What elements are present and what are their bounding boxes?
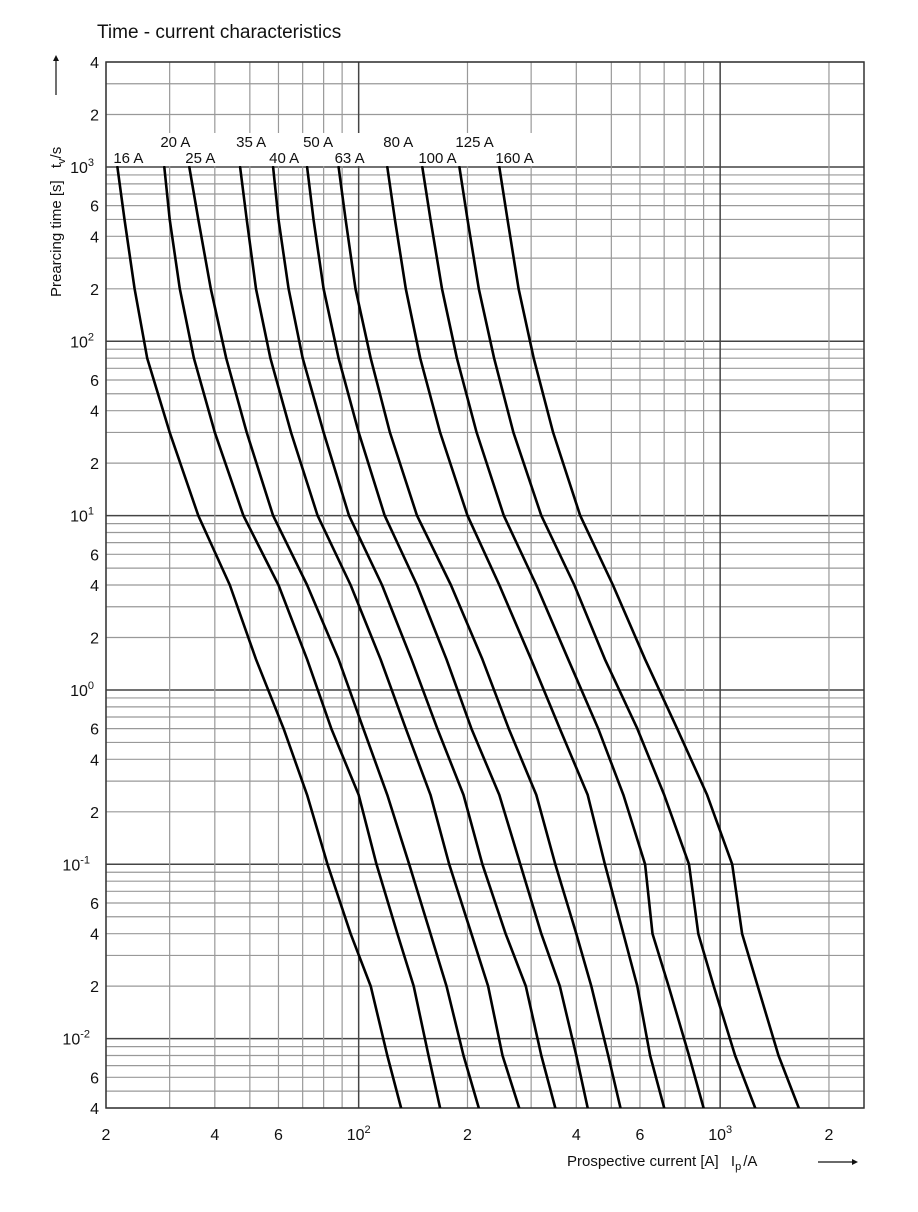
y-tick-exponent: 3 [87,156,94,169]
svg-text:Prospective current [A] [567,1153,757,1173]
y-tick-label: 4 [90,752,99,770]
x-axis-label [567,1153,858,1173]
x-tick-label: 2 [824,1127,834,1144]
fuse-rating-label: 20 A [160,134,191,151]
x-tick-label: 6 [635,1127,645,1144]
x-tick-label: 4 [571,1127,581,1144]
x-tick-labels [102,1124,834,1144]
fuse-rating-label: 63 A [334,150,365,167]
x-tick-label: $10^3$ [708,1124,733,1144]
chart-title: Time - current characteristics [97,22,342,43]
y-tick-labels [62,55,99,1118]
y-tick-label: 4 [90,229,99,247]
y-tick-label: $10^{-2}$ [62,1028,90,1049]
y-tick-label: 6 [90,895,99,913]
fuse-rating-label: 35 A [236,134,267,151]
y-tick-label: 4 [90,55,99,72]
y-axis-title: Prearcing time [s] [48,180,65,297]
grid-lines [106,62,864,1108]
fuse-rating-label: 50 A [303,134,334,151]
y-tick-label: $10^2$ [70,331,94,352]
y-tick-label: 6 [90,547,99,565]
fuse-rating-label: 80 A [383,134,414,151]
y-tick-label: 2 [90,456,99,474]
y-axis-symbol: t [48,163,65,169]
x-axis-arrowhead [852,1159,858,1165]
y-tick-label: 4 [90,403,99,421]
y-tick-label: 2 [90,804,99,822]
y-tick-label: $10^0$ [70,679,94,700]
x-axis-subscript: p [735,1161,742,1173]
y-tick-label: 4 [90,578,99,595]
x-tick-exponent: 2 [364,1124,371,1136]
fuse-rating-label: 160 A [495,150,534,167]
y-tick-label: 6 [90,1070,99,1088]
x-tick-label: 2 [463,1127,472,1144]
y-tick-label: 6 [90,198,99,216]
fuse-rating-label: 25 A [185,150,216,167]
x-axis-symbol: I [730,1153,736,1170]
y-tick-exponent: -2 [80,1028,90,1041]
y-tick-label: 6 [90,721,99,739]
y-tick-exponent: -1 [80,854,90,867]
fuse-rating-label: 125 A [455,134,494,151]
y-tick-label: 4 [90,926,99,944]
x-tick-label: 6 [274,1127,283,1144]
y-tick-label: 6 [90,372,99,390]
rating-label-band [107,133,544,167]
y-axis-arrowhead [53,55,59,61]
y-tick-label: $10^{-1}$ [62,854,90,875]
fuse-rating-label: 100 A [418,150,457,167]
y-axis-subscript: v [56,158,68,164]
y-tick-label: 4 [90,1101,99,1118]
x-tick-label: $10^2$ [346,1124,371,1144]
y-tick-exponent: 0 [87,679,94,692]
y-tick-exponent: 2 [87,331,94,344]
x-tick-label: 4 [210,1127,220,1144]
y-axis-unit: /s [48,146,65,159]
x-axis-title: Prospective current [A] [567,1153,719,1170]
x-tick-exponent: 3 [725,1124,733,1136]
y-tick-label: $10^1$ [70,505,94,526]
y-tick-label: $10^3$ [70,156,94,177]
fuse-rating-label: 40 A [269,150,300,167]
y-tick-label: 2 [90,281,99,299]
y-axis-label [48,55,68,297]
y-tick-label: 2 [90,107,99,125]
y-tick-exponent: 1 [87,505,94,518]
x-axis-unit: /A [743,1153,758,1170]
y-tick-label: 2 [90,979,99,997]
svg-text:Prearcing time [s] tv/s [48,147,68,297]
x-tick-label: 2 [101,1127,111,1144]
y-tick-label: 2 [90,630,99,648]
fuse-rating-label: 16 A [113,150,144,167]
